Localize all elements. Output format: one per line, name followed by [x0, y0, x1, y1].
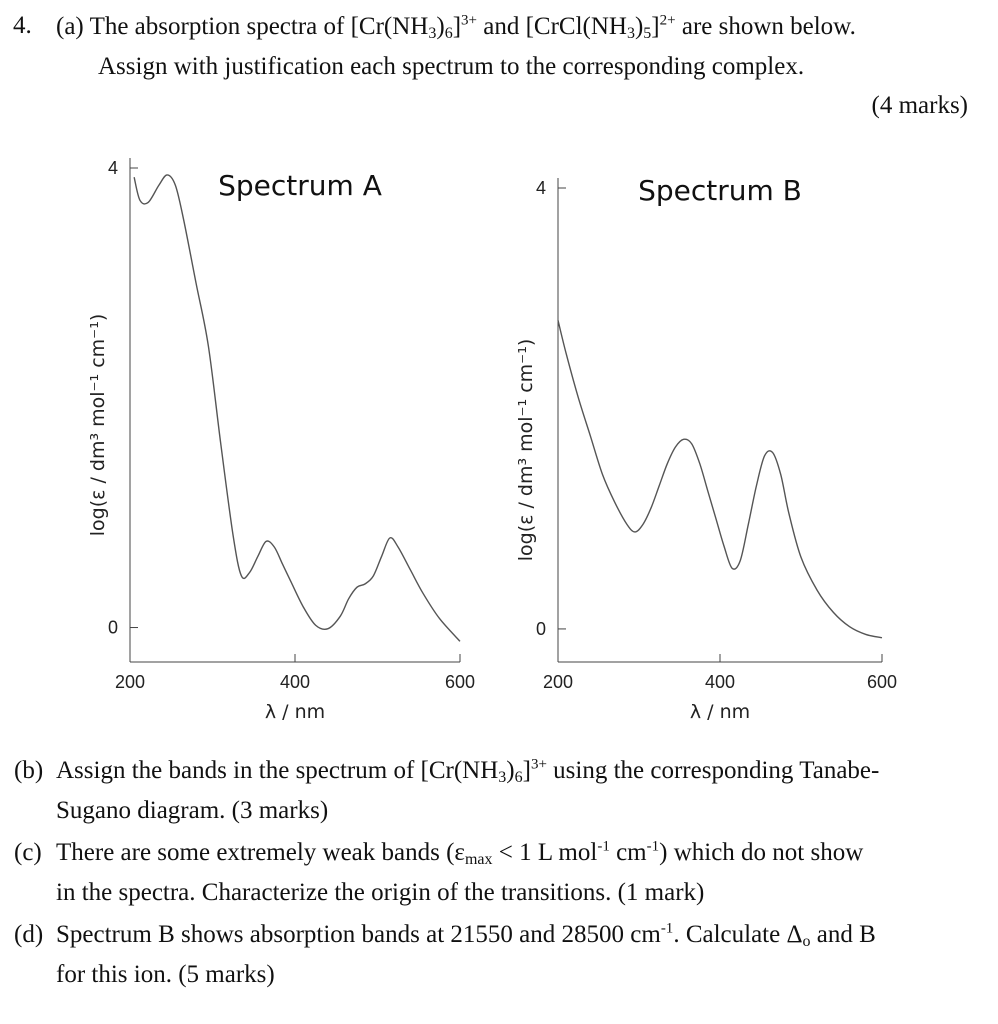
spectrum-a-chart [60, 150, 480, 730]
text-fragment: ] [452, 13, 462, 40]
subscript: 3 [428, 25, 437, 42]
x-axis-label: λ / nm [689, 701, 751, 723]
chart-title: Spectrum A [218, 169, 382, 202]
spectrum-curve [134, 175, 460, 641]
subscript: 3 [498, 769, 507, 786]
y-tick-label: 0 [107, 617, 118, 638]
superscript: -1 [660, 920, 674, 937]
part-c-line-1 [56, 838, 863, 875]
chart-title: Spectrum B [638, 174, 802, 207]
part-a-text-1: The absorption spectra of [Cr(NH [89, 13, 429, 40]
part-d-line-2: for this ion. (5 marks) [56, 961, 275, 988]
part-d [14, 920, 984, 990]
text-fragment: ) which do not show [659, 839, 864, 866]
part-a-marks: (4 marks) [871, 92, 968, 119]
part-b [14, 756, 984, 826]
x-tick-label: 400 [279, 672, 311, 692]
subscript: 5 [643, 25, 652, 42]
subscript: 3 [626, 25, 635, 42]
question-number: 4. [13, 12, 32, 39]
subscript: o [802, 933, 811, 950]
text-fragment: ] [651, 13, 660, 40]
text-fragment: cm [609, 839, 647, 866]
text-fragment: ) [506, 757, 515, 784]
text-fragment: ) [436, 13, 445, 40]
x-axis-label: λ / nm [264, 701, 326, 723]
part-c [14, 838, 984, 908]
part-d-line-1 [56, 920, 876, 957]
text-fragment: ] [522, 757, 531, 784]
part-b-line-1 [56, 756, 879, 793]
part-b-line-2: Sugano diagram. (3 marks) [56, 797, 329, 824]
part-d-label: (d) [14, 921, 44, 948]
part-a-label: (a) [56, 13, 84, 40]
x-tick-label: 600 [866, 672, 898, 692]
superscript: 2+ [659, 12, 676, 29]
text-fragment: are shown below. [675, 13, 856, 40]
spectrum-a-svg [60, 150, 480, 730]
text-fragment: and [CrCl(NH [476, 13, 627, 40]
text-fragment: ) [634, 13, 644, 40]
x-tick-label: 400 [704, 672, 736, 692]
part-b-label: (b) [14, 757, 44, 784]
superscript: -1 [646, 838, 660, 855]
subscript: 6 [444, 25, 453, 42]
x-tick-label: 200 [542, 672, 574, 692]
text-fragment: and B [810, 921, 876, 948]
text-fragment: . Calculate Δ [673, 921, 803, 948]
y-tick-label: 0 [535, 618, 546, 639]
part-c-label: (c) [14, 839, 42, 866]
text-fragment: using the corresponding Tanabe- [546, 757, 880, 784]
text-fragment: < 1 L mol [492, 839, 598, 866]
text-fragment: There are some extremely weak bands (ε [56, 839, 465, 866]
part-c-line-2: in the spectra. Characterize the origin of the transitions. (1 mark) [56, 879, 705, 906]
superscript: -1 [597, 838, 610, 855]
subscript: 6 [514, 769, 523, 786]
y-tick-label: 4 [107, 158, 118, 178]
y-tick-label: 4 [535, 178, 546, 198]
y-axis-label: log(ε / dm³ mol⁻¹ cm⁻¹) [515, 338, 537, 562]
text-fragment: Spectrum B shows absorption bands at 21550 and 28500 cm [56, 921, 661, 948]
superscript: 3+ [530, 756, 547, 773]
x-tick-label: 200 [114, 672, 146, 692]
y-axis-label: log(ε / dm³ mol⁻¹ cm⁻¹) [87, 313, 109, 537]
subscript: max [464, 851, 493, 868]
part-a-line-2: Assign with justification each spectrum to the corresponding complex. [98, 53, 805, 80]
spectrum-curve [558, 320, 882, 637]
spectrum-b-svg [490, 150, 910, 730]
text-fragment: Assign the bands in the spectrum of [Cr(NH [56, 757, 499, 784]
x-tick-label: 600 [444, 672, 476, 692]
part-a-line-1 [56, 12, 856, 49]
spectrum-b-chart [490, 150, 910, 730]
superscript: 3+ [461, 12, 477, 29]
